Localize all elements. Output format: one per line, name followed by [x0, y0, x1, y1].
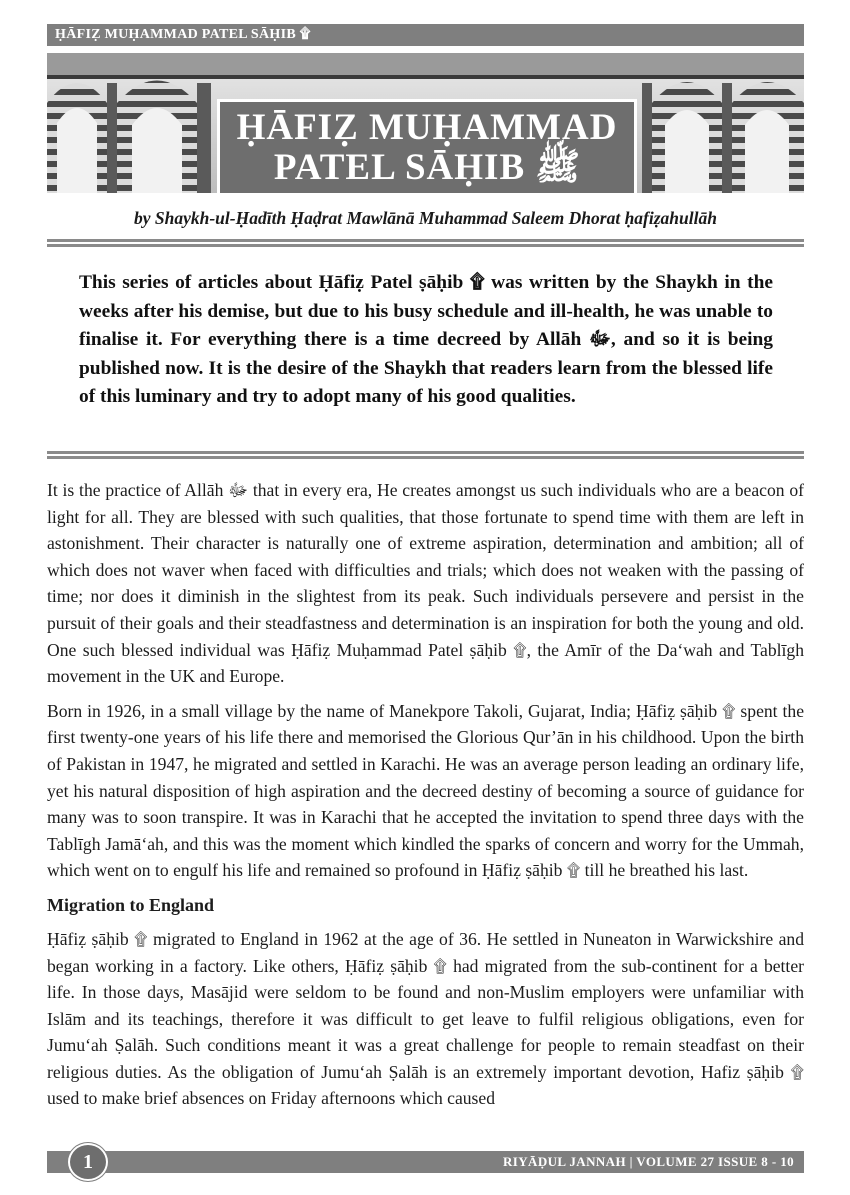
- body-paragraph-1: It is the practice of Allāh ﷻ that in every era, He creates amongst us such individuals who are a beacon of light for all. They are blessed with such qualities, that those fortunate to spend time with them are left in astonishment. Their character is naturally one of extreme aspiration, determination and ambition; all of which does not waver when faced with difficulties and trials; which does not weaken with the passing of time; nor does it diminish in the slightest from its peak. Such individuals persevere and persist in the pursuit of their goals and their steadfastness and determination is an inspiration for both the young and old. One such blessed individual was Ḥāfiẓ Muḥammad Patel ṣāḥib ۩, the Amīr of the Da‘wah and Tablīgh movement in the UK and Europe.: [47, 480, 804, 687]
- running-title: ḤĀFIẒ MUḤAMMAD PATEL SĀḤIB ۩: [55, 27, 311, 42]
- page-number: 1: [68, 1143, 108, 1181]
- title-banner: [47, 53, 804, 193]
- bottom-divider: [47, 451, 804, 459]
- publication-info: RIYĀḌUL JANNAH | VOLUME 27 ISSUE 8 - 10: [503, 1154, 794, 1169]
- section-heading: Migration to England: [47, 894, 215, 915]
- top-divider: [47, 239, 804, 247]
- body-paragraph-3: Ḥāfiẓ ṣāḥib ۩ migrated to England in 1962 at the age of 36. He settled in Nuneaton in Warwickshire and began working in a factory. Like others, Ḥāfiẓ ṣāḥib ۩ had migrated from the sub-continent for a better life. In those days, Masājid were seldom to be found and non-Muslim employers were unfamiliar with Islām and its teachings, therefore it was difficult to get leave to fulfil religious obligations, even for Jumu‘ah Ṣalāh. Such conditions meant it was a great challenge for people to remain steadfast on their religious duties. As the obligation of Jumu‘ah Ṣalāh is an extremely important devotion, Hafiz ṣāḥib ۩ used to make brief absences on Friday afternoons which caused: [47, 928, 804, 1109]
- article-body: [47, 477, 804, 1120]
- article-title-line-2: PATEL SĀḤIB ﷺ: [273, 146, 581, 188]
- title-box: [217, 99, 637, 193]
- author-byline: by Shaykh-ul-Ḥadīth Ḥaḍrat Mawlānā Muhammad Saleem Dhorat ḥafiẓahullāh: [134, 208, 717, 228]
- body-paragraph-2: Born in 1926, in a small village by the name of Manekpore Takoli, Gujarat, India; Ḥāfiẓ ṣāḥib ۩ spent the first twenty-one years of his life there and memorised the Glorious Qur’ān in his childhood. Upon the birth of Pakistan in 1947, he migrated and settled in Karachi. He was an average person leading an ordinary life, yet his natural disposition of high aspiration and the decreed destiny of becoming a source of guidance for many was to soon transpire. It was in Karachi that he accepted the invitation to spend three days with the Tablīgh Jamā‘ah, and this was the moment which kindled the sparks of concern and worry for the Ummah, which went on to engulf his life and remained so profound in Ḥāfiẓ ṣāḥib ۩ till he breathed his last.: [47, 700, 804, 881]
- footer-bar: [47, 1151, 804, 1173]
- intro-paragraph: This series of articles about Ḥāfiẓ Patel ṣāḥib ۩ was written by the Shaykh in the weeks after his demise, but due to his busy schedule and ill-health, he was unable to finalise it. For everything there is a time decreed by Allāh ﷻ, and so it is being published now. It is the desire of the Shaykh that readers learn from the blessed life of this luminary and try to adopt many of his good qualities.: [79, 272, 773, 407]
- running-header: [47, 24, 804, 46]
- article-title-line-1: ḤĀFIẒ MUḤAMMAD: [236, 106, 618, 148]
